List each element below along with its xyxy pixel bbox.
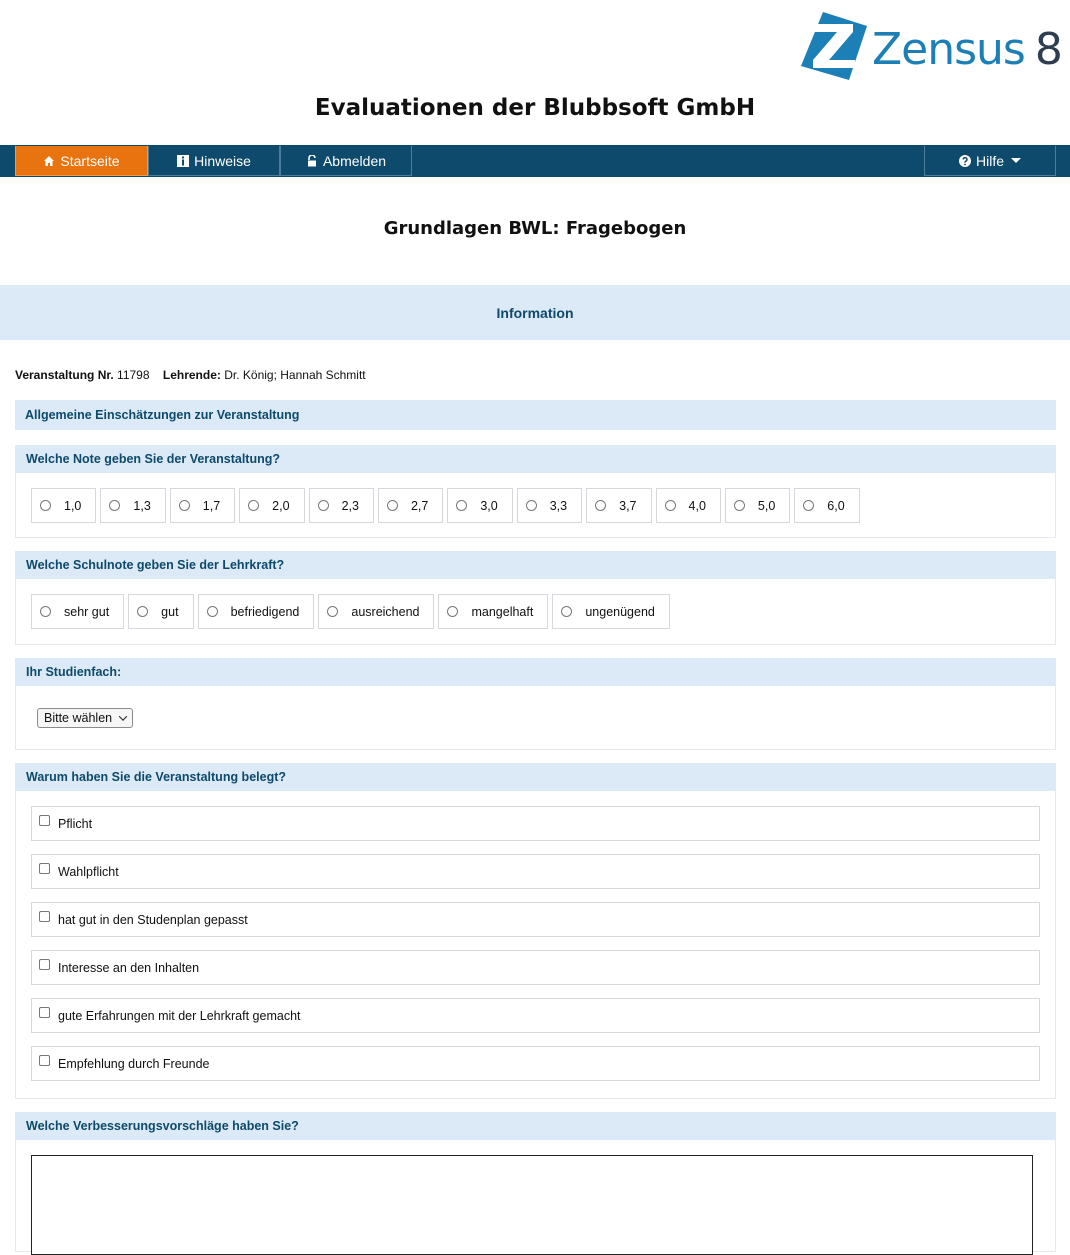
main-navbar (0, 145, 1070, 177)
reason-option[interactable] (31, 902, 1040, 937)
nav-hilfe-label: Hilfe (975, 152, 1004, 169)
question-school-grade-title: Welche Schulnote geben Sie der Lehrkraft? (16, 551, 1055, 579)
radio-button[interactable] (207, 606, 218, 617)
brand-wordmark (872, 24, 1062, 76)
grade-option[interactable] (586, 488, 651, 523)
question-grade-title: Welche Note geben Sie der Veranstaltung? (16, 445, 1055, 473)
reason-option[interactable] (31, 806, 1040, 841)
reason-option[interactable] (31, 950, 1040, 985)
radio-button[interactable] (456, 500, 467, 511)
radio-label: 4,0 (688, 498, 706, 513)
question-grade (15, 445, 1056, 538)
school-grade-options (16, 579, 1055, 629)
radio-button[interactable] (109, 500, 120, 511)
checkbox[interactable] (39, 815, 50, 826)
subject-select[interactable] (37, 708, 133, 728)
school-grade-option[interactable] (552, 594, 670, 629)
radio-button[interactable] (526, 500, 537, 511)
radio-label: 2,3 (341, 498, 359, 513)
course-meta (15, 368, 366, 382)
teacher-label: Lehrende: (162, 368, 221, 382)
school-grade-option[interactable] (318, 594, 434, 629)
radio-button[interactable] (665, 500, 676, 511)
radio-button[interactable] (40, 500, 51, 511)
school-grade-option[interactable] (438, 594, 548, 629)
checkbox-label: Empfehlung durch Freunde (58, 1056, 210, 1071)
chevron-down-icon (119, 712, 127, 720)
radio-button[interactable] (327, 606, 338, 617)
radio-label: 3,0 (480, 498, 498, 513)
nav-hinweise-label: Hinweise (194, 152, 251, 169)
radio-button[interactable] (447, 606, 458, 617)
question-school-grade (15, 551, 1056, 645)
improvement-textarea[interactable] (31, 1155, 1033, 1255)
reason-options (16, 791, 1055, 1081)
unlock-icon (306, 155, 318, 167)
checkbox[interactable] (39, 1007, 50, 1018)
question-reason-title: Warum haben Sie die Veranstaltung belegt? (16, 763, 1055, 791)
radio-button[interactable] (137, 606, 148, 617)
nav-abmelden-label: Abmelden (322, 152, 387, 169)
checkbox[interactable] (39, 959, 50, 970)
nav-abmelden[interactable] (280, 146, 412, 176)
radio-button[interactable] (179, 500, 190, 511)
grade-option[interactable] (517, 488, 582, 523)
school-grade-option[interactable] (128, 594, 193, 629)
site-title: Evaluationen der Blubbsoft GmbH (314, 95, 756, 121)
grade-option[interactable] (100, 488, 165, 523)
course-number: 11798 (117, 368, 150, 382)
radio-label: ausreichend (351, 604, 420, 619)
grade-option[interactable] (794, 488, 859, 523)
zensus-logo-icon (801, 12, 867, 80)
grade-option[interactable] (309, 488, 374, 523)
nav-hilfe[interactable] (924, 146, 1056, 176)
checkbox-label: gute Erfahrungen mit der Lehrkraft gemacht (58, 1008, 301, 1023)
radio-label: befriedigend (230, 604, 300, 619)
grade-option[interactable] (239, 488, 304, 523)
section-general: Allgemeine Einschätzungen zur Veranstaltung (15, 400, 1056, 430)
radio-label: gut (161, 604, 179, 619)
question-subject-title: Ihr Studienfach: (16, 658, 1055, 686)
grade-option[interactable] (447, 488, 512, 523)
nav-hinweise[interactable] (148, 146, 280, 176)
teacher-names: Dr. König; Hannah Schmitt (224, 368, 366, 382)
radio-label: 2,0 (272, 498, 290, 513)
radio-label: 2,7 (410, 498, 429, 513)
subject-select-value: Bitte wählen (44, 711, 113, 725)
radio-button[interactable] (803, 500, 814, 511)
grade-option[interactable] (656, 488, 721, 523)
home-icon (43, 155, 55, 167)
reason-option[interactable] (31, 1046, 1040, 1081)
question-icon (959, 155, 971, 167)
checkbox[interactable] (39, 1055, 50, 1066)
nav-startseite[interactable] (15, 146, 148, 176)
question-reason (15, 763, 1056, 1099)
checkbox-label: hat gut in den Studenplan gepasst (58, 912, 248, 927)
question-improve-title: Welche Verbesserungsvorschläge haben Sie? (16, 1112, 1055, 1140)
radio-label: mangelhaft (471, 604, 534, 619)
radio-button[interactable] (561, 606, 572, 617)
info-icon (177, 155, 189, 167)
radio-label: ungenügend (585, 604, 655, 619)
brand-version: 8 (1034, 24, 1062, 75)
zensus-logo (801, 12, 1061, 80)
page-title: Grundlagen BWL: Fragebogen (383, 218, 687, 239)
grade-options (16, 473, 1055, 523)
checkbox-label: Interesse an den Inhalten (58, 960, 200, 975)
radio-button[interactable] (387, 500, 398, 511)
radio-button[interactable] (248, 500, 259, 511)
reason-option[interactable] (31, 998, 1040, 1033)
reason-option[interactable] (31, 854, 1040, 889)
grade-option[interactable] (170, 488, 235, 523)
checkbox-label: Pflicht (58, 816, 93, 831)
course-number-label: Veranstaltung Nr. (15, 368, 114, 382)
checkbox[interactable] (39, 863, 50, 874)
checkbox-label: Wahlpflicht (58, 864, 119, 879)
grade-option[interactable] (378, 488, 443, 523)
radio-button[interactable] (595, 500, 606, 511)
caret-down-icon (1011, 158, 1021, 163)
radio-label: sehr gut (64, 604, 110, 619)
radio-button[interactable] (734, 500, 745, 511)
radio-label: 3,3 (549, 498, 568, 513)
brand-name: Zensus (872, 24, 1025, 75)
radio-button[interactable] (40, 606, 51, 617)
radio-label: 6,0 (827, 498, 845, 513)
radio-label: 1,3 (133, 498, 151, 513)
radio-label: 1,0 (64, 498, 82, 513)
radio-label: 1,7 (202, 498, 221, 513)
question-subject (15, 658, 1056, 750)
nav-startseite-label: Startseite (60, 152, 120, 169)
radio-button[interactable] (318, 500, 329, 511)
school-grade-option[interactable] (31, 594, 124, 629)
radio-label: 3,7 (619, 498, 637, 513)
grade-option[interactable] (31, 488, 96, 523)
grade-option[interactable] (725, 488, 790, 523)
information-band: Information (0, 285, 1070, 340)
school-grade-option[interactable] (198, 594, 315, 629)
radio-label: 5,0 (757, 498, 776, 513)
checkbox[interactable] (39, 911, 50, 922)
